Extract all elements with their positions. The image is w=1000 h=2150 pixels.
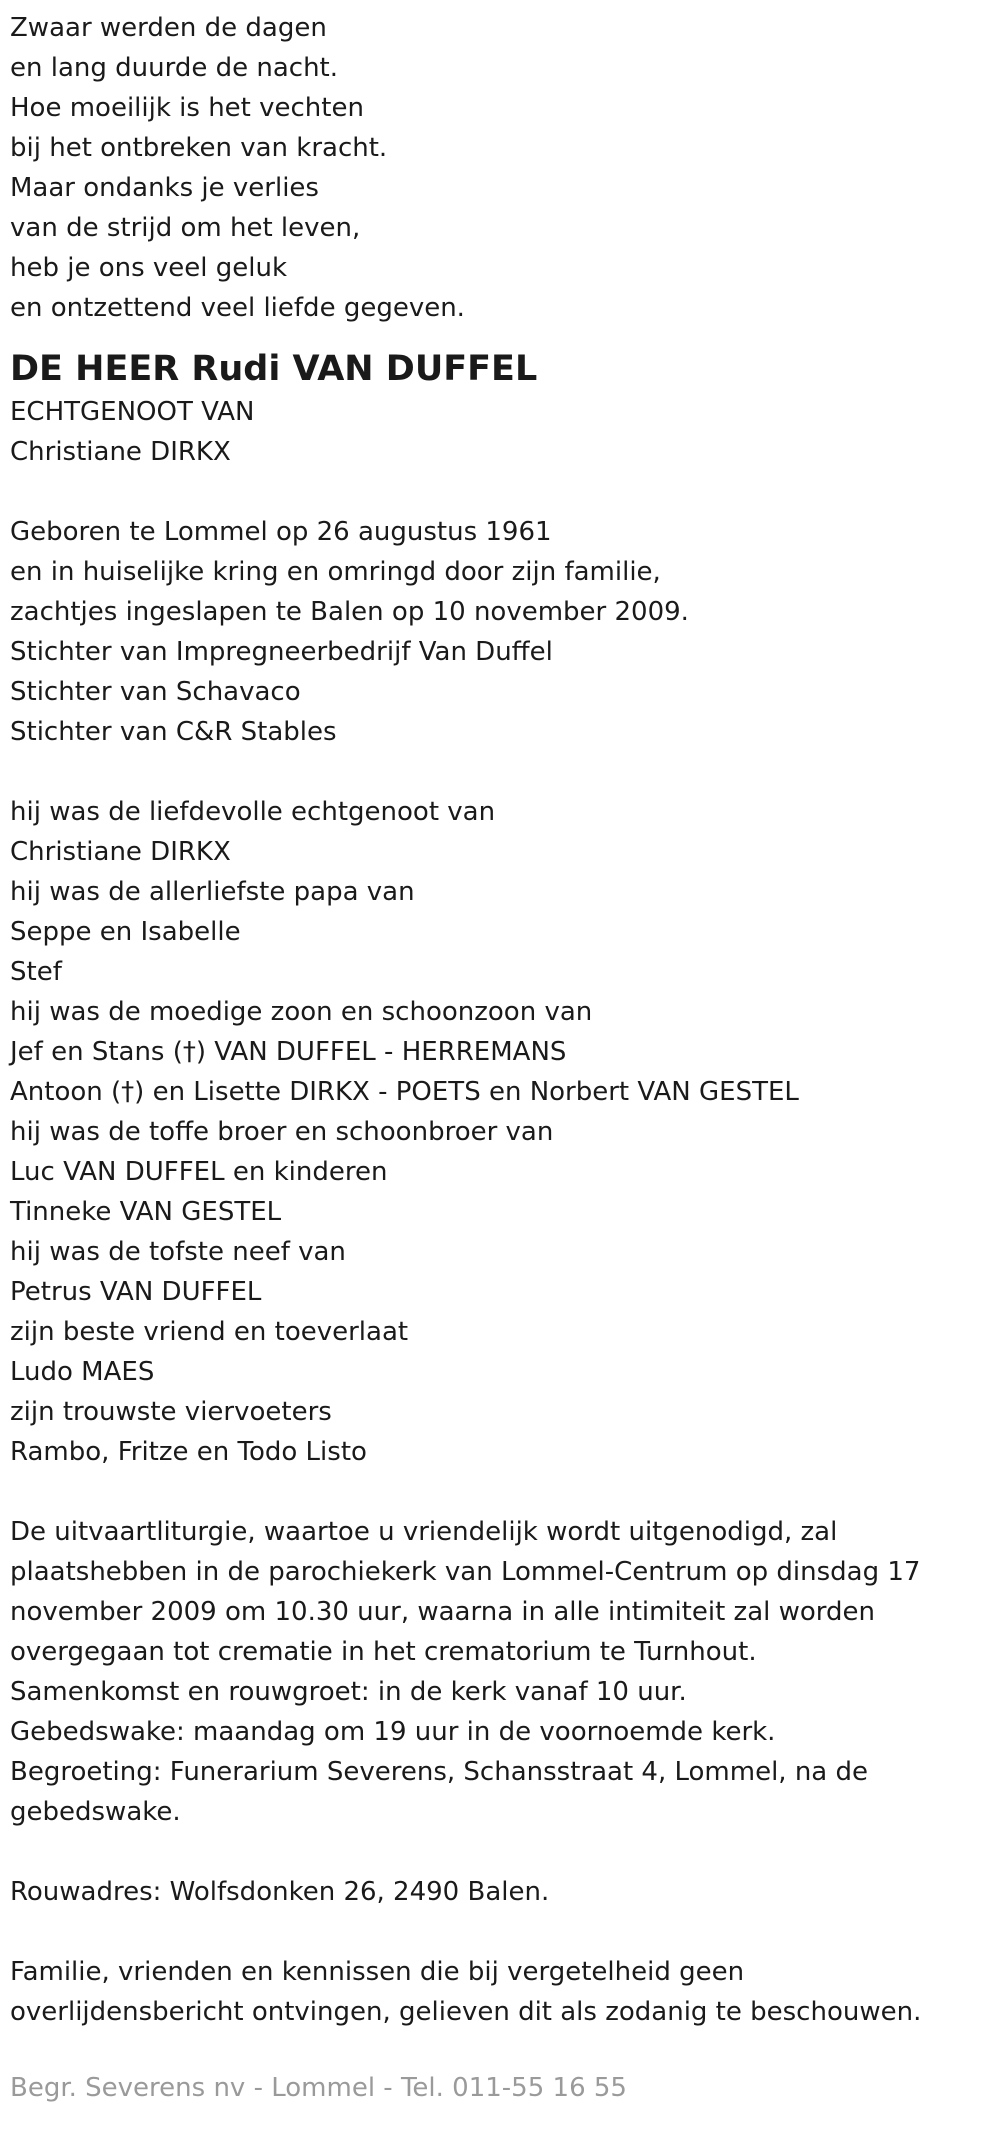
relation-label: ECHTGENOOT VAN [10, 397, 255, 427]
notice [10, 1952, 990, 2032]
spacer [10, 752, 990, 792]
family-line: Antoon (†) en Lisette DIRKX - POETS en Norbert VAN GESTEL [10, 1077, 799, 1107]
poem-line: Maar ondanks je verlies [10, 173, 319, 203]
family-line: Ludo MAES [10, 1357, 155, 1387]
poem-line: Zwaar werden de dagen [10, 13, 327, 43]
biography-line: Stichter van Schavaco [10, 677, 301, 707]
family-line: hij was de allerliefste papa van [10, 877, 415, 907]
biography [10, 512, 990, 752]
family-line: hij was de moedige zoon en schoonzoon van [10, 997, 593, 1027]
funeral-line: gebedswake. [10, 1797, 181, 1827]
family-line: Petrus VAN DUFFEL [10, 1277, 262, 1307]
poem [10, 8, 990, 328]
funeral-line: Samenkomst en rouwgroet: in de kerk vanaf 10 uur. [10, 1677, 687, 1707]
family-line: zijn beste vriend en toeverlaat [10, 1317, 409, 1347]
funeral-line: Gebedswake: maandag om 19 uur in de voornoemde kerk. [10, 1717, 776, 1747]
biography-line: Stichter van Impregneerbedrijf Van Duffel [10, 637, 553, 667]
biography-line: en in huiselijke kring en omringd door zijn familie, [10, 557, 661, 587]
notice-line: Familie, vrienden en kennissen die bij vergetelheid geen [10, 1957, 745, 1987]
spacer [10, 1832, 990, 1872]
poem-line: Hoe moeilijk is het vechten [10, 93, 364, 123]
family-line: hij was de tofste neef van [10, 1237, 346, 1267]
poem-line: bij het ontbreken van kracht. [10, 133, 388, 163]
biography-line: zachtjes ingeslapen te Balen op 10 november 2009. [10, 597, 689, 627]
mourning-address: Rouwadres: Wolfsdonken 26, 2490 Balen. [10, 1877, 550, 1907]
family-line: Stef [10, 957, 62, 987]
family-line: Christiane DIRKX [10, 837, 231, 867]
family-line: Jef en Stans (†) VAN DUFFEL - HERREMANS [10, 1037, 567, 1067]
spacer [10, 1472, 990, 1512]
family-line: Seppe en Isabelle [10, 917, 241, 947]
poem-line: en ontzettend veel liefde gegeven. [10, 293, 465, 323]
funeral-line: plaatshebben in de parochiekerk van Lommel-Centrum op dinsdag 17 [10, 1557, 921, 1587]
notice-line: overlijdensbericht ontvingen, gelieven dit als zodanig te beschouwen. [10, 1997, 922, 2027]
family-line: hij was de liefdevolle echtgenoot van [10, 797, 496, 827]
spacer [10, 1912, 990, 1952]
poem-line: heb je ons veel geluk [10, 253, 288, 283]
family-line: Luc VAN DUFFEL en kinderen [10, 1157, 388, 1187]
funeral-line: november 2009 om 10.30 uur, waarna in alle intimiteit zal worden [10, 1597, 875, 1627]
funeral-line: Begroeting: Funerarium Severens, Schansstraat 4, Lommel, na de [10, 1757, 868, 1787]
family-line: hij was de toffe broer en schoonbroer van [10, 1117, 554, 1147]
funeral-line: De uitvaartliturgie, waartoe u vriendelijk wordt uitgenodigd, zal [10, 1517, 838, 1547]
funeral-line: overgegaan tot crematie in het crematorium te Turnhout. [10, 1637, 757, 1667]
spouse-name: Christiane DIRKX [10, 437, 231, 467]
deceased-header [10, 346, 990, 472]
funeral-home-footer: Begr. Severens nv - Lommel - Tel. 011-55 16 55 [10, 2073, 627, 2103]
family-line: Rambo, Fritze en Todo Listo [10, 1437, 367, 1467]
spacer [10, 472, 990, 512]
funeral-details [10, 1512, 990, 1832]
deceased-name: DE HEER Rudi VAN DUFFEL [10, 349, 538, 389]
biography-line: Stichter van C&R Stables [10, 717, 337, 747]
poem-line: van de strijd om het leven, [10, 213, 361, 243]
family-line: zijn trouwste viervoeters [10, 1397, 332, 1427]
family-list [10, 792, 990, 1472]
family-line: Tinneke VAN GESTEL [10, 1197, 282, 1227]
poem-line: en lang duurde de nacht. [10, 53, 339, 83]
biography-line: Geboren te Lommel op 26 augustus 1961 [10, 517, 552, 547]
